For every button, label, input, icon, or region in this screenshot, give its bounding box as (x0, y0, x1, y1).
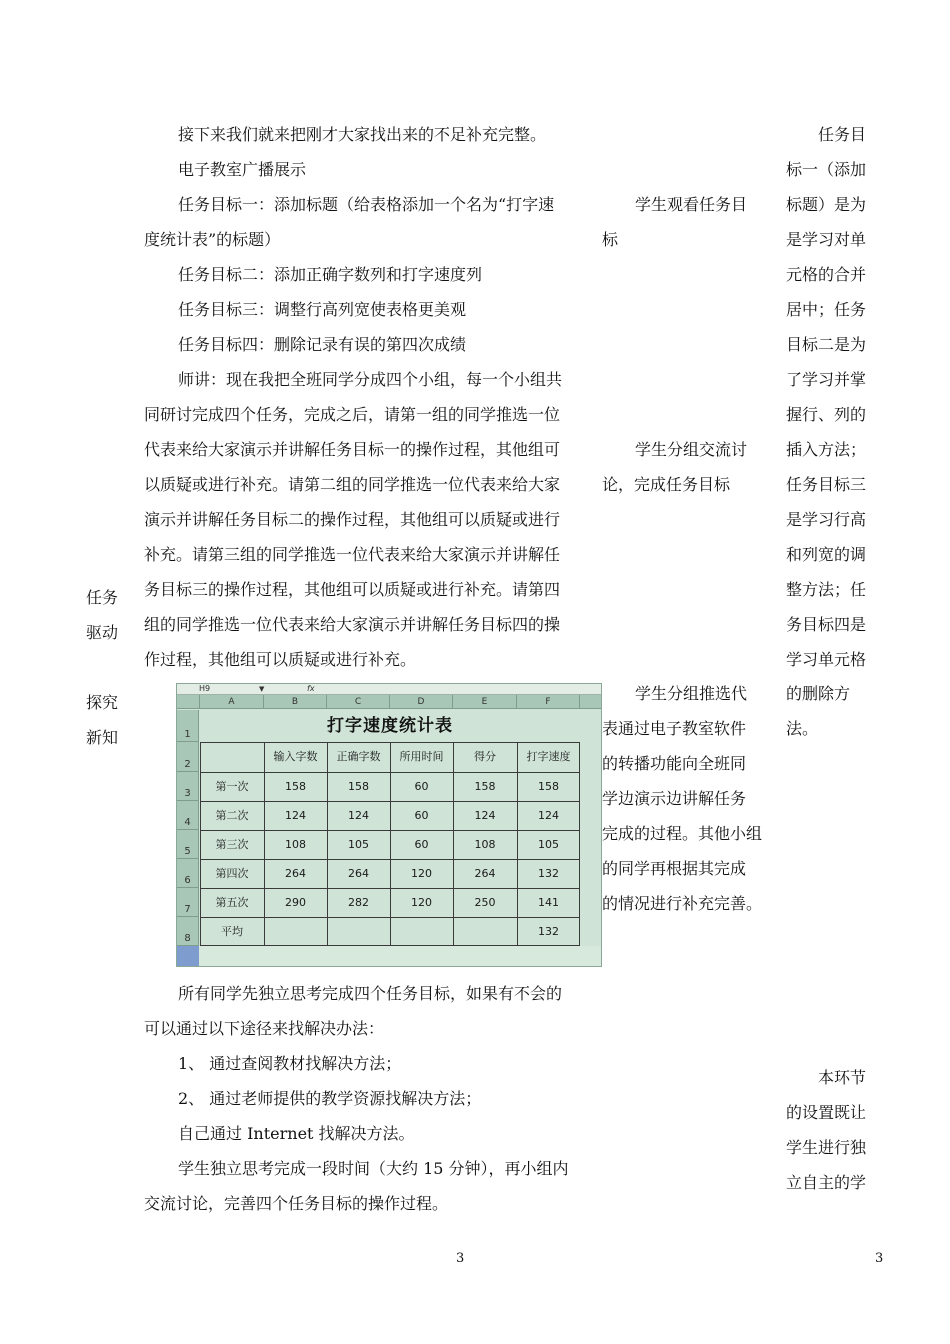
sheet-data-cell: 第二次 (215, 809, 249, 822)
design-intent-line: 是学习行高 (786, 510, 867, 529)
sheet-data-cell: 120 (411, 867, 432, 880)
sheet-data-cell: 105 (348, 838, 369, 851)
sheet-data-cell: 第三次 (215, 838, 249, 851)
student-activity-3-line: 的情况进行补充完善。 (602, 894, 763, 913)
sheet-data-cell: 平均 (221, 925, 243, 938)
teacher-text-line: 师讲：现在我把全班同学分成四个小组，每一个小组共 (178, 370, 563, 389)
teacher-text-line: 同研讨完成四个任务，完成之后，请第一组的同学推选一位 (144, 405, 561, 424)
teacher-text-line: 务目标三的操作过程，其他组可以质疑或进行补充。请第四 (144, 580, 561, 599)
sheet-data-cell: 60 (414, 838, 429, 851)
sheet-data-cell: 108 (474, 838, 496, 851)
row-header (177, 830, 199, 859)
column-header: A (200, 695, 264, 709)
sheet-data-cell: 158 (538, 780, 559, 793)
design-intent-line: 任务目标三 (786, 475, 867, 494)
sheet-data-cell: 124 (348, 809, 369, 822)
sheet-data-cell: 290 (285, 896, 306, 909)
sheet-data-cell: 120 (411, 896, 432, 909)
teacher-text-line: 以质疑或进行补充。请第二组的同学推选一位代表来给大家 (144, 475, 561, 494)
column-header: C (327, 695, 390, 709)
teacher-text-line: 作过程，其他组可以质疑或进行补充。 (144, 650, 417, 669)
design-intent-2-line: 立自主的学 (786, 1173, 867, 1192)
row-number: 2 (184, 759, 191, 770)
sheet-data-cell: 105 (538, 838, 559, 851)
sheet-header-cell (200, 742, 264, 772)
sheet-data-cell: 第五次 (215, 896, 249, 909)
column-header: F (517, 695, 580, 709)
design-intent-line: 是学习对单 (786, 230, 867, 249)
column-header: B (264, 695, 327, 709)
design-intent-line: 居中；任务 (786, 300, 867, 319)
sheet-data-cell: 132 (538, 867, 559, 880)
task-goal-3: 任务目标三：调整行高列宽使表格更美观 (178, 300, 467, 319)
row-number: 3 (184, 788, 191, 799)
design-intent-line: 了学习并掌 (786, 370, 867, 389)
sheet-data-cell: 第一次 (215, 780, 249, 793)
row-number: 8 (184, 933, 191, 944)
row-number: 7 (184, 904, 191, 915)
method-3: 自己通过 Internet 找解决方法。 (178, 1124, 415, 1143)
method-2: 2、 通过老师提供的教学资源找解决方法； (178, 1089, 482, 1108)
row-header (177, 888, 199, 917)
task-goal-2: 任务目标二：添加正确字数列和打字速度列 (178, 265, 483, 284)
teacher-text-line: 演示并讲解任务目标二的操作过程，其他组可以质疑或进行 (144, 510, 561, 529)
design-intent-2-line: 的设置既让 (786, 1103, 867, 1122)
design-intent-line: 的删除方 (786, 684, 851, 703)
column-header: E (453, 695, 517, 709)
select-all-corner (177, 695, 200, 709)
formula-bar (177, 684, 601, 695)
main-paragraph-2: 电子教室广播展示 (178, 160, 307, 179)
main-paragraph-12a: 学生独立思考完成一段时间（大约 15 分钟），再小组内 (178, 1159, 569, 1178)
sheet-data-cell: 264 (348, 867, 369, 880)
row-number: 1 (184, 729, 191, 740)
section-label-line: 驱动 (86, 623, 119, 642)
sheet-data-cell: 132 (538, 925, 559, 938)
row-9-strip (177, 946, 601, 966)
sheet-data-cell: 第四次 (215, 867, 249, 880)
row-header (177, 801, 199, 830)
sheet-data-cell (264, 917, 327, 946)
design-intent-line: 目标二是为 (786, 335, 867, 354)
sheet-title: 打字速度统计表 (327, 716, 453, 736)
row-number: 6 (184, 875, 191, 886)
column-header: D (390, 695, 453, 709)
section-label-line: 新知 (86, 728, 119, 747)
sheet-data-cell: 264 (285, 867, 306, 880)
section-label-line (86, 658, 126, 693)
design-intent-2-line: 学生进行独 (786, 1138, 867, 1157)
section-label-line: 探究 (86, 693, 119, 712)
student-activity-1: 学生观看任务目 (635, 195, 748, 214)
main-paragraph-12b: 交流讨论，完善四个任务目标的操作过程。 (144, 1194, 449, 1213)
design-intent-line: 务目标四是 (786, 615, 867, 634)
teacher-text-line: 组的同学推选一位代表来给大家演示并讲解任务目标四的操 (144, 615, 561, 634)
student-activity-3-line: 表通过电子教室软件 (602, 719, 747, 738)
student-activity-3-line: 完成的过程。其他小组 (602, 824, 763, 843)
design-intent-line: 插入方法； (786, 440, 867, 459)
main-paragraph-8b: 可以通过以下途径来找解决办法： (144, 1019, 385, 1038)
student-activity-2-cont: 论，完成任务目标 (602, 475, 731, 494)
student-activity-3-line: 学边演示边讲解任务 (602, 789, 747, 808)
teacher-text-line: 补充。请第三组的同学推选一位代表来给大家演示并讲解任 (144, 545, 561, 564)
sheet-header-cell: 正确字数 (336, 750, 381, 763)
student-activity-1-cont: 标 (602, 230, 619, 249)
sheet-data-cell: 264 (474, 867, 496, 880)
row-header (177, 742, 199, 772)
row-header (177, 772, 199, 801)
task-goal-4: 任务目标四：删除记录有误的第四次成绩 (178, 335, 467, 354)
section-label (86, 588, 126, 763)
sheet-data-cell: 124 (285, 809, 306, 822)
sheet-data-cell: 282 (348, 896, 369, 909)
design-intent-line: 握行、列的 (786, 405, 867, 424)
row-header (177, 710, 199, 742)
sheet-data-cell: 108 (285, 838, 306, 851)
page-number-right: 3 (875, 1251, 884, 1266)
design-intent-line: 整方法；任 (786, 580, 867, 599)
row-number: 4 (184, 817, 191, 828)
row-number: 5 (184, 846, 191, 857)
student-activity-3-line: 的同学再根据其完成 (602, 859, 747, 878)
sheet-data-cell: 141 (538, 896, 559, 909)
row-header (177, 859, 199, 888)
sheet-data-cell: 60 (414, 809, 429, 822)
sheet-data-cell: 124 (538, 809, 559, 822)
design-intent-line: 法。 (786, 719, 819, 738)
student-activity-3-line: 的转播功能向全班同 (602, 754, 747, 773)
sheet-header-cell: 打字速度 (526, 750, 571, 763)
row-9-header (177, 946, 199, 966)
design-intent-line: 标一（添加 (786, 160, 867, 179)
design-intent-line: 标题）是为 (786, 195, 867, 214)
main-paragraph-1: 接下来我们就来把刚才大家找出来的不足补充完整。 (178, 125, 547, 144)
sheet-data-cell: 124 (474, 809, 496, 822)
name-box-arrow-icon: ▼ (259, 685, 265, 693)
student-activity-2: 学生分组交流讨 (635, 440, 748, 459)
sheet-header-cell: 得分 (474, 750, 496, 763)
design-intent-line: 任务目 (818, 125, 867, 144)
page-number-center: 3 (456, 1251, 465, 1266)
column-header-blank (580, 695, 601, 709)
sheet-data-cell: 158 (285, 780, 306, 793)
sheet-data-cell: 60 (414, 780, 429, 793)
teacher-text-line: 代表来给大家演示并讲解任务目标一的操作过程，其他组可 (144, 440, 561, 459)
sheet-header-cell: 输入字数 (273, 750, 318, 763)
sheet-data-cell: 158 (348, 780, 369, 793)
sheet-data-cell (390, 917, 453, 946)
spreadsheet-image (176, 683, 602, 967)
design-intent-line: 元格的合并 (786, 265, 867, 284)
task-goal-1-cont: 度统计表”的标题） (144, 230, 281, 249)
row-header (177, 917, 199, 946)
sheet-header-cell: 所用时间 (399, 750, 444, 763)
sheet-data-cell: 250 (474, 896, 496, 909)
section-label-line: 任务 (86, 588, 119, 607)
design-intent-2-line: 本环节 (818, 1068, 867, 1087)
design-intent-line: 和列宽的调 (786, 545, 867, 564)
fx-icon: fx (307, 684, 315, 693)
main-paragraph-8a: 所有同学先独立思考完成四个任务目标，如果有不会的 (178, 984, 563, 1003)
sheet-data-cell (327, 917, 390, 946)
name-box: H9 (199, 684, 211, 693)
design-intent-line: 学习单元格 (786, 650, 867, 669)
sheet-data-cell: 158 (474, 780, 496, 793)
method-1: 1、 通过查阅教材找解决方法； (178, 1054, 402, 1073)
task-goal-1: 任务目标一：添加标题（给表格添加一个名为“打字速 (178, 195, 555, 214)
sheet-data-cell (453, 917, 517, 946)
student-activity-3-line: 学生分组推选代 (635, 684, 748, 703)
